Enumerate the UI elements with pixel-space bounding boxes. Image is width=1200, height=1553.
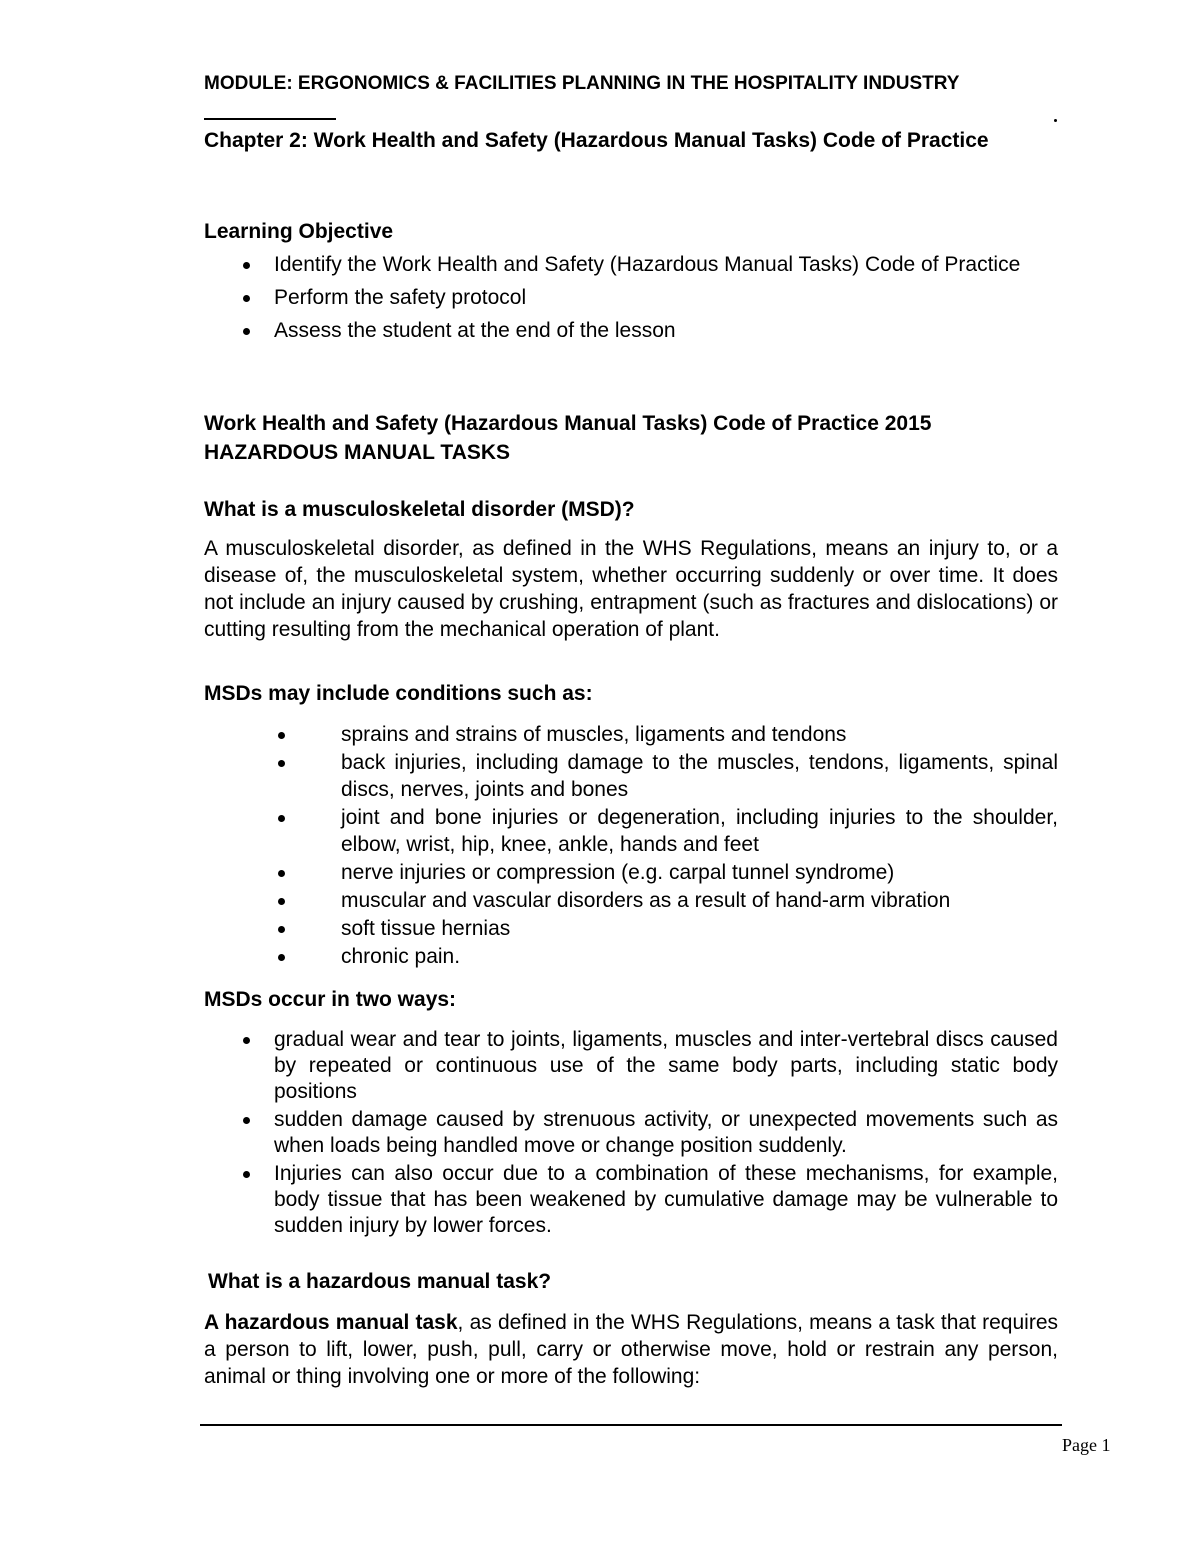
hazardous-manual-tasks-title: HAZARDOUS MANUAL TASKS — [204, 441, 511, 464]
list-item: joint and bone injuries or degeneration, including injuries to the shoulder, elbow, wrist, hip, knee, ankle, hands and feet — [204, 804, 1058, 858]
msd-ways-list — [204, 1027, 1058, 1241]
list-item: muscular and vascular disorders as a result of hand-arm vibration — [204, 887, 1058, 914]
learning-objective-list — [204, 250, 1058, 349]
msd-conditions-heading: MSDs may include conditions such as: — [204, 682, 593, 705]
list-item: chronic pain. — [204, 943, 1058, 970]
list-item: Injuries can also occur due to a combination of these mechanisms, for example, body tissue that has been weakened by cumulative damage may be vulnerable to sudden injury by lower forces. — [204, 1161, 1058, 1239]
msd-ways-heading: MSDs occur in two ways: — [204, 988, 457, 1011]
hazardous-task-term: A hazardous manual task — [204, 1311, 458, 1334]
msd-conditions-list — [204, 721, 1058, 971]
list-item: Assess the student at the end of the lesson — [204, 316, 1058, 346]
code-of-practice-heading — [204, 409, 1058, 467]
list-item: nerve injuries or compression (e.g. carpal tunnel syndrome) — [204, 859, 1058, 886]
learning-objective-heading: Learning Objective — [204, 220, 394, 243]
module-title-underline — [204, 118, 336, 120]
module-title: MODULE: ERGONOMICS & FACILITIES PLANNING IN THE HOSPITALITY INDUSTRY — [204, 73, 960, 94]
hazardous-task-question-heading: What is a hazardous manual task? — [208, 1270, 552, 1293]
stray-dot-mark — [1054, 119, 1057, 122]
chapter-title: Chapter 2: Work Health and Safety (Hazardous Manual Tasks) Code of Practice — [204, 129, 989, 152]
list-item: Perform the safety protocol — [204, 283, 1058, 313]
list-item: sudden damage caused by strenuous activity, or unexpected movements such as when loads being handled move or change position suddenly. — [204, 1107, 1058, 1159]
list-item: soft tissue hernias — [204, 915, 1058, 942]
msd-definition: A musculoskeletal disorder, as defined in the WHS Regulations, means an injury to, or a disease of, the musculoskeletal system, whether occurring suddenly or over time. It does not include an injury caused by crushing, entrapment (such as fractures and dislocations) or cutting resulting from the mechanical operation of plant. — [204, 537, 1058, 641]
footer-rule — [200, 1424, 1062, 1426]
list-item: gradual wear and tear to joints, ligaments, muscles and inter-vertebral discs caused by repeated or continuous use of the same body parts, including static body positions — [204, 1027, 1058, 1105]
list-item: Identify the Work Health and Safety (Hazardous Manual Tasks) Code of Practice — [204, 250, 1058, 280]
code-of-practice-title: Work Health and Safety (Hazardous Manual Tasks) Code of Practice 2015 — [204, 412, 932, 435]
list-item: back injuries, including damage to the muscles, tendons, ligaments, spinal discs, nerves, joints and bones — [204, 749, 1058, 803]
hazardous-task-definition-text: , as defined in the WHS Regulations, means a task that requires a person to lift, lower, push, pull, carry or otherwise move, hold or restrain any person, animal or thing involving one or more of the following: — [204, 1311, 1058, 1388]
list-item: sprains and strains of muscles, ligaments and tendons — [204, 721, 1058, 748]
hazardous-task-definition — [204, 1309, 1058, 1390]
msd-question-heading: What is a musculoskeletal disorder (MSD)? — [204, 498, 635, 521]
page-number: Page 1 — [1062, 1435, 1111, 1455]
